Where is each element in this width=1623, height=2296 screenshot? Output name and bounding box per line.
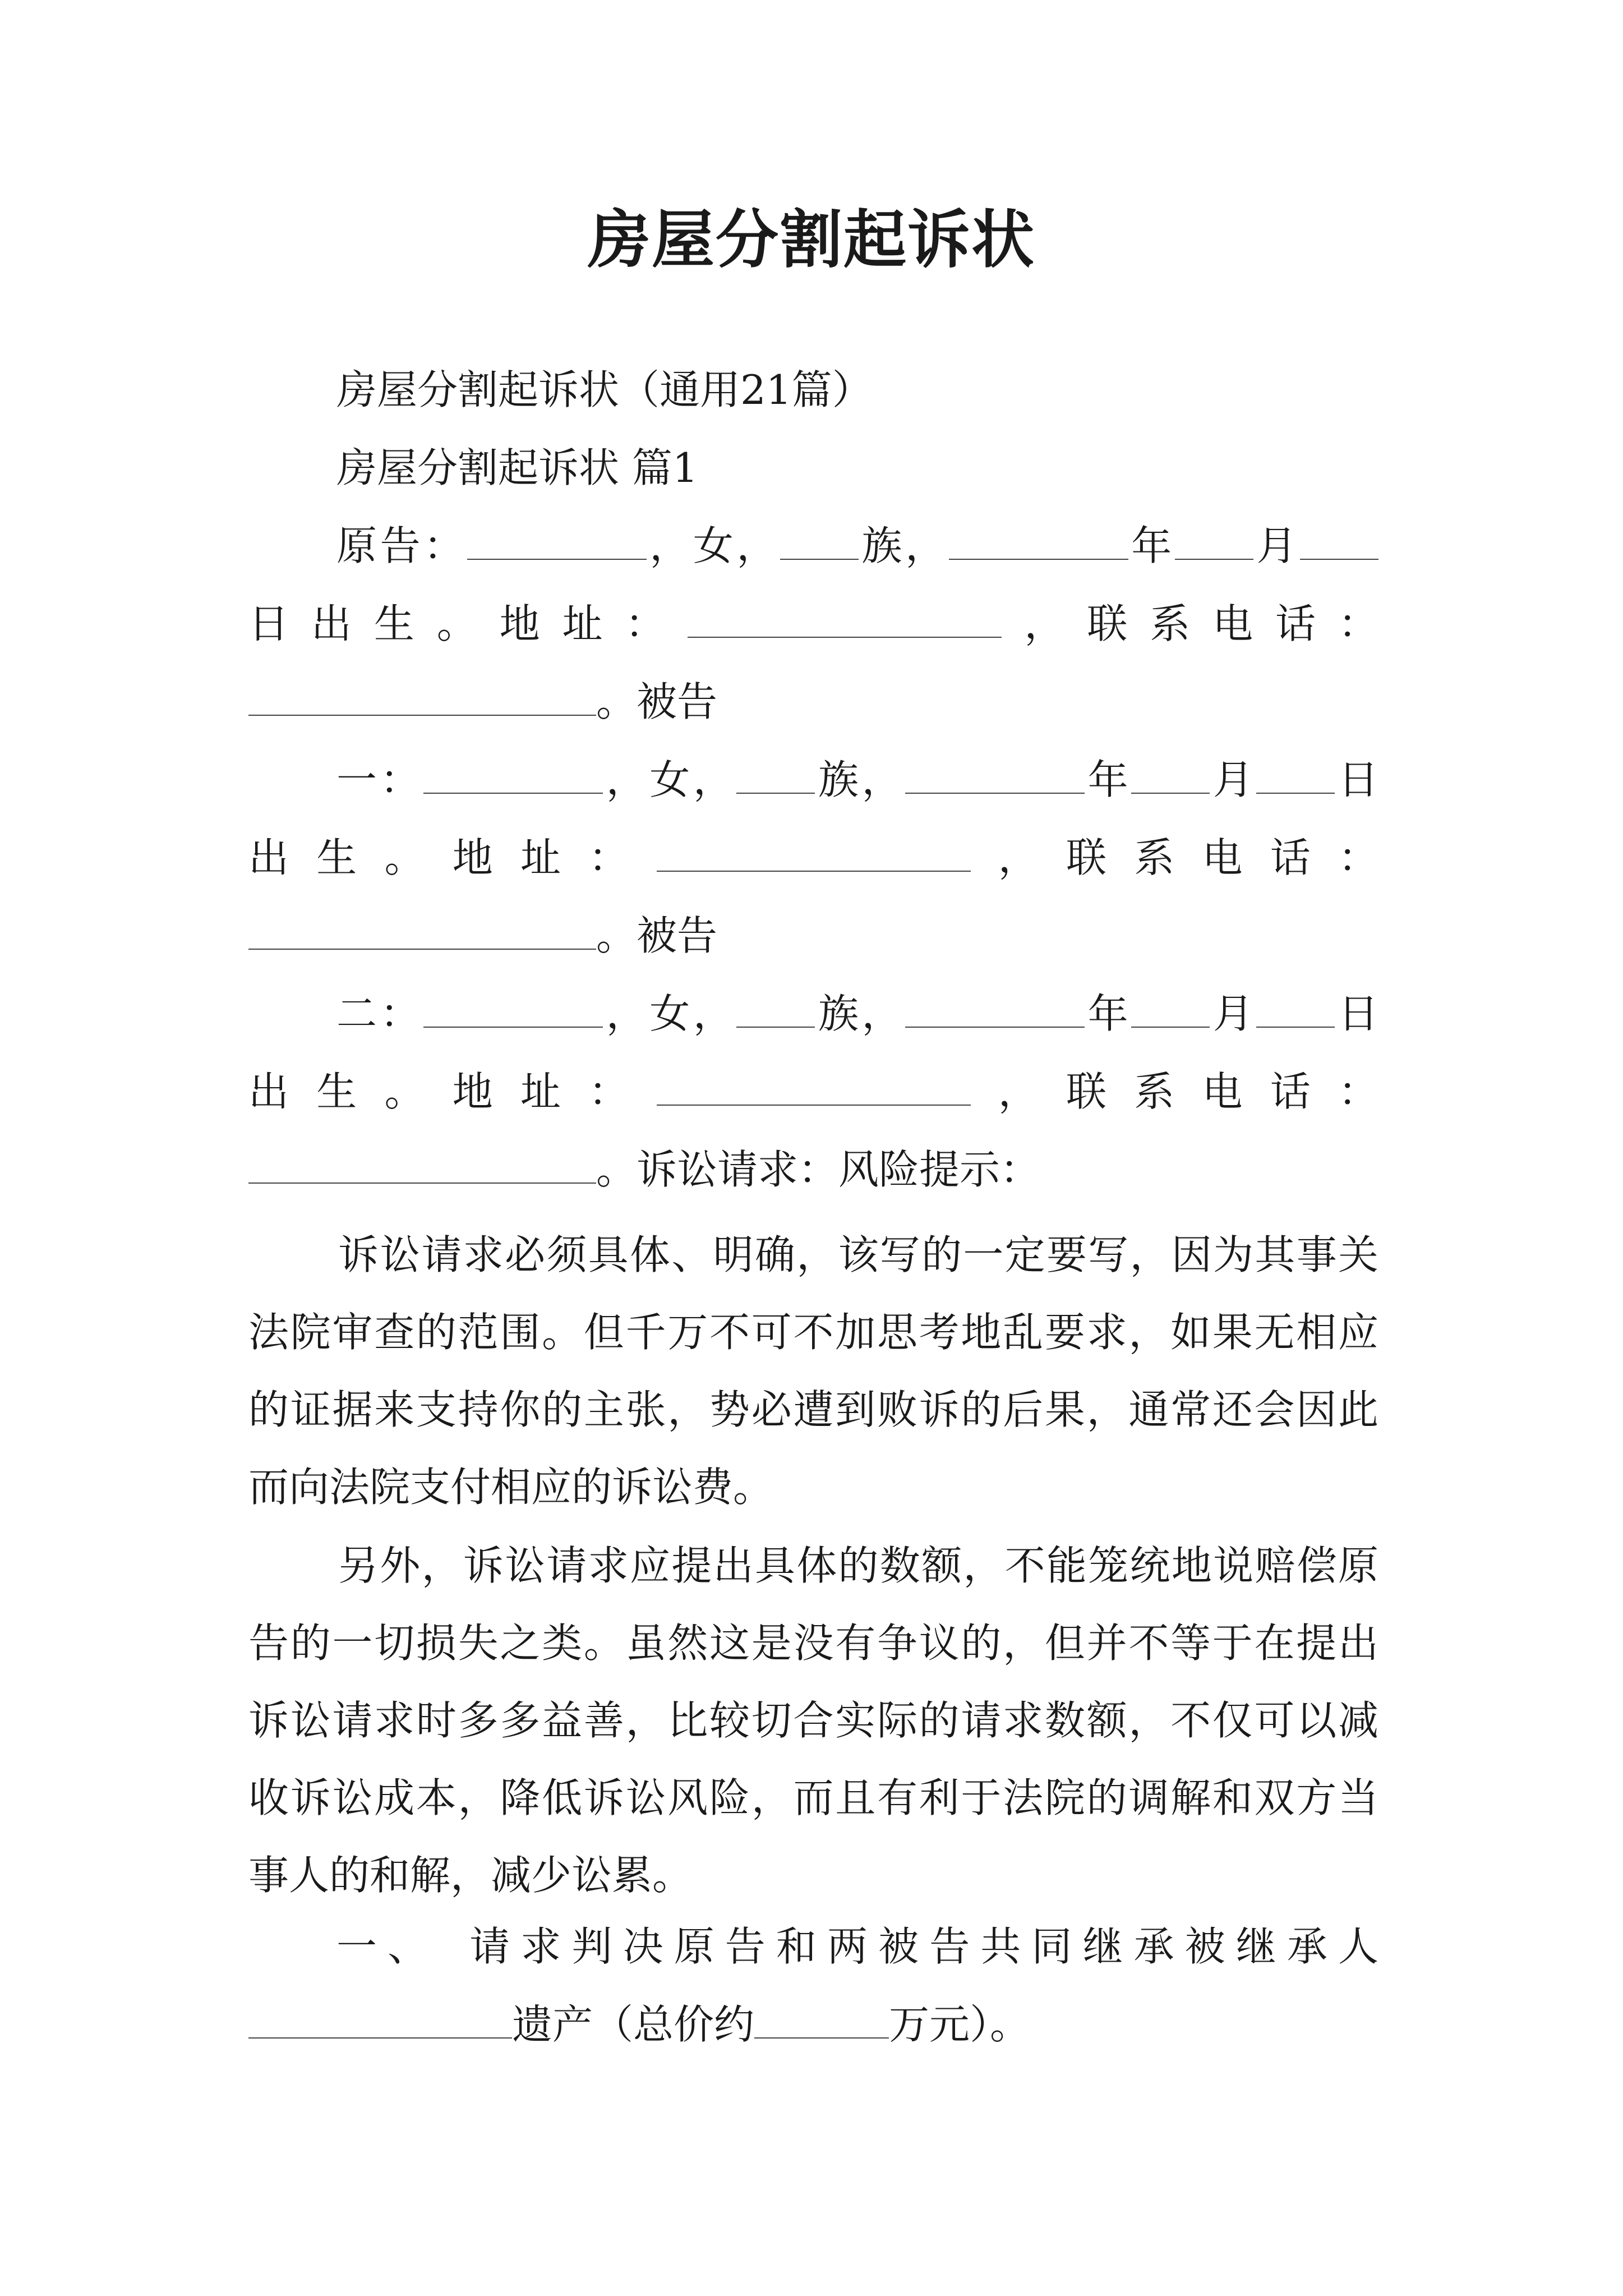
address-blank [688, 600, 1002, 638]
day-blank [1256, 756, 1335, 794]
ethnic-blank [780, 522, 859, 560]
next-party-text: 。被告 [596, 678, 718, 725]
day-text: 日 [1335, 990, 1378, 1037]
sex-text: ，女， [646, 522, 780, 569]
claims-heading-text: 。诉讼请求：风险提示： [596, 1146, 1041, 1193]
defendant2-line-1 [336, 986, 1378, 1042]
plaintiff-line-3 [248, 674, 1378, 730]
document-subtitle: 房屋分割起诉状（通用21篇） [336, 366, 873, 413]
defendant2-line-2 [248, 1064, 1378, 1120]
amount-unit-text: 万元）。 [889, 2001, 1031, 2048]
plaintiff-line-2 [248, 596, 1378, 652]
claim-1-line-1: 一、 请求判决原告和两被告共同继承被继承人 [336, 1923, 1378, 1970]
document-title: 房屋分割起诉状 [588, 203, 1035, 277]
year-text: 年 [1085, 756, 1132, 803]
name-blank [467, 522, 647, 560]
phone-blank [248, 678, 596, 716]
year-blank [949, 522, 1128, 560]
month-text: 月 [1210, 990, 1257, 1037]
phone-text: ，联系电话： [970, 834, 1378, 881]
month-blank [1175, 522, 1253, 560]
claim-1-line-2 [248, 1996, 1378, 2053]
year-text: 年 [1085, 990, 1132, 1037]
year-blank [905, 756, 1085, 794]
month-blank [1131, 756, 1210, 794]
phone-blank [248, 912, 596, 950]
address-blank [657, 834, 971, 872]
sex-text: ，女， [603, 990, 737, 1037]
phone-text: ，联系电话： [1002, 600, 1378, 647]
name-blank [423, 756, 603, 794]
risk-paragraph-1: 诉讼请求必须具体、明确，该写的一定要写，因为其事关法院审查的范围。但千万不可不加思考地乱要求，如果无相应的证据来支持你的主张，势必遭到败诉的后果，通常还会因此而向法院支付相应的诉讼费。 [248, 1231, 1378, 1511]
ethnic-blank [736, 990, 815, 1028]
born-address-text: 出生。地址： [248, 1068, 657, 1115]
plaintiff-line-1 [336, 518, 1378, 574]
next-party-text: 。被告 [596, 912, 718, 959]
born-address-text: 日出生。地址： [248, 600, 688, 647]
month-text: 月 [1210, 756, 1257, 803]
estate-text: 遗产（总价约 [512, 2001, 755, 2048]
amount-blank [754, 2000, 889, 2039]
name-blank [423, 990, 603, 1028]
phone-text: ，联系电话： [970, 1068, 1378, 1115]
born-address-text: 出生。地址： [248, 834, 657, 881]
defendant1-label: 一： [336, 756, 424, 803]
chapter-heading: 房屋分割起诉状 篇1 [336, 444, 698, 491]
ethnic-text: 族， [858, 522, 949, 569]
decedent-blank [248, 2000, 512, 2039]
month-blank [1131, 990, 1210, 1028]
defendant2-line-3 [248, 1142, 1378, 1198]
risk-paragraph-2: 另外，诉讼请求应提出具体的数额，不能笼统地说赔偿原告的一切损失之类。虽然这是没有争议的，但并不等于在提出诉讼请求时多多益善，比较切合实际的请求数额，不仅可以减收诉讼成本，降低诉讼风险，而且有利于法院的调解和双方当事人的和解，减少讼累。 [248, 1542, 1378, 1899]
defendant2-label: 二： [336, 990, 424, 1037]
ethnic-text: 族， [815, 756, 906, 803]
plaintiff-label: 原告： [336, 522, 467, 569]
phone-blank [248, 1145, 596, 1184]
year-text: 年 [1128, 522, 1175, 569]
month-text: 月 [1253, 522, 1300, 569]
defendant1-line-2 [248, 830, 1378, 886]
address-blank [657, 1068, 971, 1106]
day-text: 日 [1335, 756, 1378, 803]
day-blank [1300, 522, 1378, 560]
ethnic-blank [736, 756, 815, 794]
ethnic-text: 族， [815, 990, 906, 1037]
defendant1-line-3 [248, 908, 1378, 964]
sex-text: ，女， [603, 756, 737, 803]
year-blank [905, 990, 1085, 1028]
day-blank [1256, 990, 1335, 1028]
defendant1-line-1 [336, 752, 1378, 808]
